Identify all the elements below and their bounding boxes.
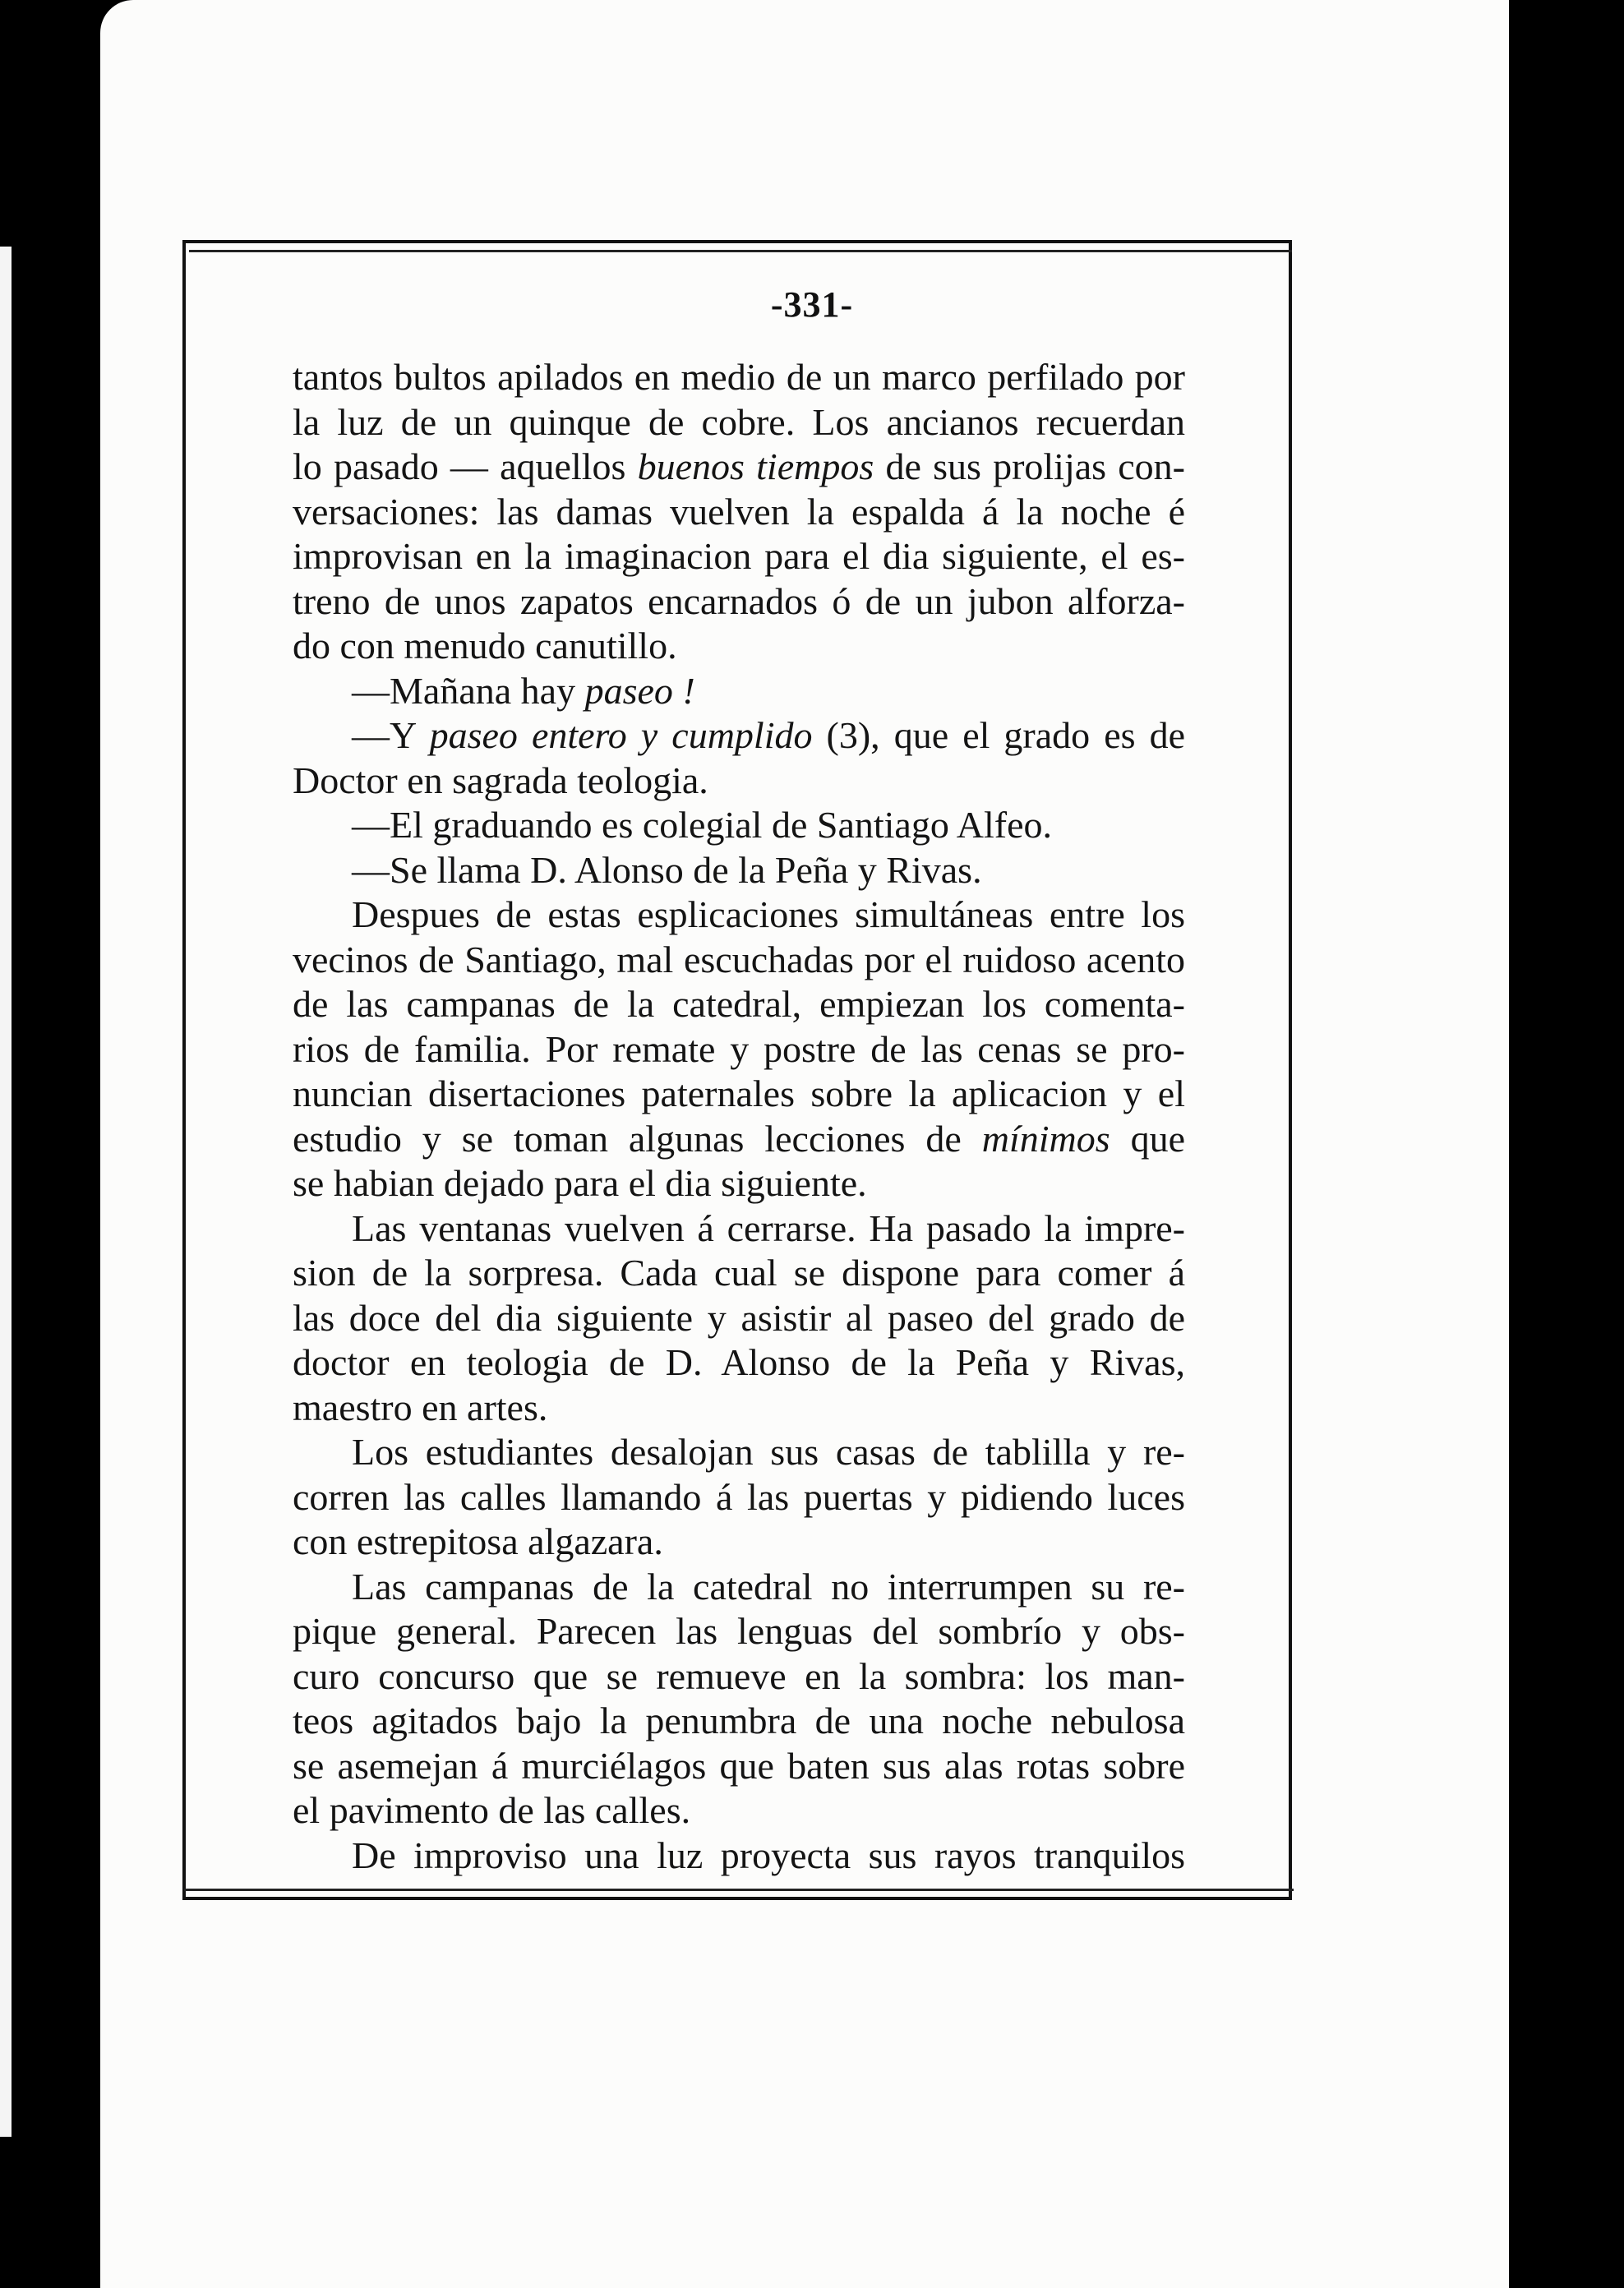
- text-line-part: —Mañana hay: [352, 669, 585, 712]
- text-line: [293, 400, 1185, 445]
- text-line: [293, 1520, 1185, 1565]
- text-line-italic: buenos tiempos: [637, 445, 874, 487]
- text-line-part: que: [1110, 1117, 1185, 1160]
- text-line-part: con estrepitosa algazara.: [293, 1520, 663, 1562]
- text-line: [293, 669, 1185, 714]
- text-line-part: la luz de un quinque de cobre. Los ancianos recuerdan: [293, 400, 1185, 443]
- text-line: [293, 1654, 1185, 1700]
- body-text: [293, 355, 1185, 1878]
- text-line: [293, 1788, 1185, 1834]
- text-line: [293, 1386, 1185, 1431]
- text-line: [293, 1161, 1185, 1206]
- text-line-part: treno de unos zapatos encarnados ó de un jubon alforza-: [293, 579, 1185, 622]
- text-line: [293, 624, 1185, 669]
- text-line-part: se asemejan á murciélagos que baten sus alas rotas sobre: [293, 1744, 1185, 1787]
- text-line-part: sion de la sorpresa. Cada cual se dispone para comer á: [293, 1252, 1185, 1294]
- text-line: [293, 848, 1185, 893]
- text-line-part: corren las calles llamando á las puertas y pidiendo luces: [293, 1475, 1185, 1518]
- text-line-part: vecinos de Santiago, mal escuchadas por el ruidoso acento: [293, 938, 1185, 980]
- text-line-part: lo pasado — aquellos: [293, 445, 638, 487]
- text-line-part: teos agitados bajo la penumbra de una noche nebulosa: [293, 1700, 1185, 1741]
- text-line: [293, 1117, 1185, 1162]
- text-line: [293, 1296, 1185, 1341]
- text-line: [293, 982, 1185, 1027]
- text-line-part: Los estudiantes desalojan sus casas de tablilla y re-: [352, 1431, 1185, 1473]
- frame-rule-top: [189, 250, 1292, 252]
- text-line-part: (3), que el grado es de: [812, 714, 1185, 756]
- text-line-part: —Se llama D. Alonso de la Peña y Rivas.: [352, 848, 982, 891]
- text-line: [293, 1744, 1185, 1789]
- text-line: [293, 579, 1185, 625]
- text-line-part: doctor en teologia de D. Alonso de la Peña y Rivas,: [293, 1341, 1185, 1383]
- text-line: [293, 490, 1185, 535]
- page-number: -331-: [770, 284, 854, 325]
- scan-edge-left: [0, 0, 99, 2288]
- text-line: [293, 445, 1185, 490]
- text-line-part: de las campanas de la catedral, empiezan los comenta-: [293, 983, 1185, 1025]
- text-line: [293, 1565, 1185, 1610]
- text-line-part: se habian dejado para el dia siguiente.: [293, 1162, 867, 1204]
- text-line: [293, 1340, 1185, 1386]
- text-line-part: De improviso una luz proyecta sus rayos tranquilos: [352, 1834, 1185, 1876]
- text-line: [293, 938, 1185, 983]
- text-line-italic: paseo entero y cumplido: [429, 714, 813, 756]
- text-line-part: estudio y se toman algunas lecciones de: [293, 1117, 982, 1160]
- text-line: [293, 1609, 1185, 1654]
- text-line: [293, 1251, 1185, 1296]
- text-line: [293, 1475, 1185, 1520]
- frame-rule-bottom: [184, 1889, 1294, 1891]
- text-line: [293, 534, 1185, 579]
- text-line: [293, 1027, 1185, 1072]
- text-line-part: tantos bultos apilados en medio de un marco perfilado por: [293, 356, 1185, 398]
- text-line-part: maestro en artes.: [293, 1386, 548, 1428]
- text-line: [293, 1699, 1185, 1744]
- text-line-part: rios de familia. Por remate y postre de las cenas se pro-: [293, 1027, 1185, 1070]
- text-line: [293, 713, 1185, 759]
- text-line-italic: mínimos: [981, 1117, 1110, 1160]
- text-line-part: Las campanas de la catedral no interrumpen su re-: [352, 1565, 1185, 1608]
- text-line-part: —El graduando es colegial de Santiago Alfeo.: [352, 804, 1053, 846]
- previous-page-edge: [0, 247, 12, 2137]
- text-line-part: do con menudo canutillo.: [293, 625, 677, 667]
- text-line-part: Doctor en sagrada teologia.: [293, 759, 708, 801]
- text-line-part: —Y: [352, 714, 430, 756]
- text-line: [293, 1206, 1185, 1252]
- text-line-italic: paseo !: [584, 669, 695, 712]
- text-line-part: Las ventanas vuelven á cerrarse. Ha pasado la impre-: [352, 1206, 1185, 1249]
- text-line-part: de sus prolijas con-: [874, 445, 1185, 487]
- text-line-part: el pavimento de las calles.: [293, 1789, 691, 1831]
- text-line-part: las doce del dia siguiente y asistir al paseo del grado de: [293, 1296, 1185, 1339]
- text-line: [293, 1430, 1185, 1475]
- text-line-part: pique general. Parecen las lenguas del sombrío y obs-: [293, 1610, 1185, 1652]
- scan-edge-right: [1509, 0, 1624, 2288]
- text-line: [293, 803, 1185, 848]
- text-line-part: curo concurso que se remueve en la sombra: los man-: [293, 1654, 1185, 1697]
- text-line-part: improvisan en la imaginacion para el dia siguiente, el es-: [293, 535, 1185, 577]
- text-line: [293, 893, 1185, 938]
- text-line: [293, 355, 1185, 400]
- text-line-part: versaciones: las damas vuelven la espalda á la noche é: [293, 490, 1185, 533]
- text-line-part: nuncian disertaciones paternales sobre la aplicacion y el: [293, 1072, 1185, 1114]
- text-line: [293, 759, 1185, 804]
- text-line: [293, 1834, 1185, 1879]
- text-line: [293, 1072, 1185, 1117]
- text-line-part: Despues de estas esplicaciones simultáneas entre los: [352, 893, 1185, 935]
